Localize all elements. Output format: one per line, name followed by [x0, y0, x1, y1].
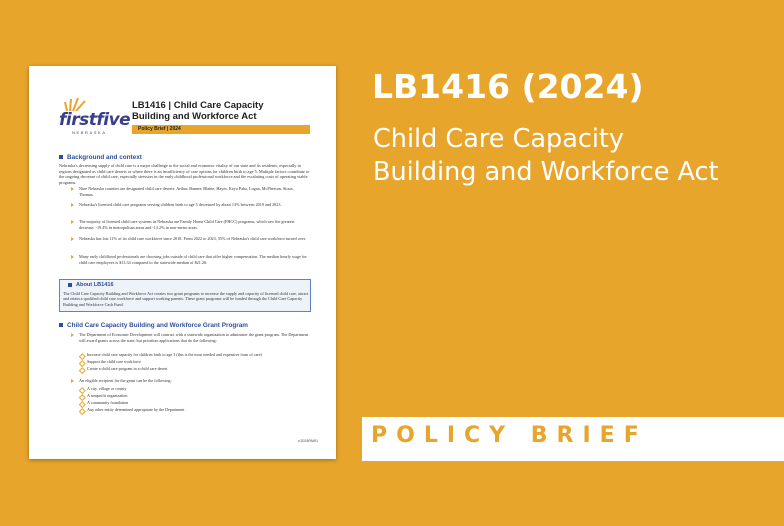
diamond-bullet-icon: [79, 394, 85, 400]
background-bullet: Nebraska's licensed child care programs serving children birth to age 5 decreased by about 13% between 2019 and 2023.: [79, 202, 309, 208]
eligible-item: Any other entity determined appropriate by the Department: [87, 407, 309, 412]
policy-brief-banner: [362, 417, 784, 461]
act-name-line2: Building and Workforce Act: [373, 156, 719, 187]
bill-title: LB1416 (2024): [372, 67, 644, 106]
grant-program-heading-text: Child Care Capacity Building and Workforce Grant Program: [67, 322, 248, 329]
grant-program-heading: [59, 322, 248, 329]
eligible-item: A nonprofit organization: [87, 393, 309, 398]
document-title-line2: Building and Workforce Act: [132, 111, 257, 122]
grant-bullet: The Department of Economic Development will contract with a statewide organization to administer the grant program. The Department will award grants across the state, but prioritize applications that do the following:: [79, 332, 309, 343]
bullet-arrow-icon: [71, 379, 74, 383]
eligible-item: A city, village or county: [87, 386, 309, 391]
grant-sub-item: Support the child care workforce: [87, 359, 309, 364]
about-text: The Child Care Capacity Building and Workforce Act creates two grant programs to increase the supply and capacity of licensed child care, attract and retain a qualified child care workforce and support working parents. These grant programs will be funded through the Child Care Capacity Building and Workforce Cash Fund.: [63, 291, 309, 307]
bullet-arrow-icon: [71, 220, 74, 224]
logo-wordmark: firstfive: [59, 110, 131, 130]
bullet-arrow-icon: [71, 187, 74, 191]
section-square-icon: [59, 155, 63, 159]
background-bullet: Nine Nebraska counties are designated child care deserts: Arthur, Banner, Blaine, Hayes, Keya Paha, Logan, McPherson, Sioux, Thomas.: [79, 186, 309, 197]
bullet-arrow-icon: [71, 237, 74, 241]
document-title-line1: LB1416 | Child Care Capacity: [132, 100, 264, 111]
bullet-arrow-icon: [71, 333, 74, 337]
policy-brief-document: [29, 66, 336, 459]
eligible-item: A community foundation: [87, 400, 309, 405]
diamond-bullet-icon: [79, 353, 85, 359]
bullet-arrow-icon: [71, 203, 74, 207]
background-bullet: Nebraska has lost 11% of its child care workforce since 2018. From 2022 to 2023, 35% of Nebraska's child care workforce turned over.: [79, 236, 309, 242]
diamond-bullet-icon: [79, 408, 85, 414]
background-heading-text: Background and context: [67, 154, 142, 161]
diamond-bullet-icon: [79, 401, 85, 407]
background-bullet: Many early childhood professionals are choosing jobs outside of child care that offer higher compensation. The median hourly wage for child care employees is $13.34 compared to the statewide median of $21.26.: [79, 254, 309, 265]
grant-sub-item: Increase child care capacity for children birth to age 3 (this is the most needed and expensive form of care): [87, 352, 309, 357]
grant-sub-item: Create a child care program in a child care desert: [87, 366, 309, 371]
background-heading: [59, 154, 142, 161]
about-lb1416-box: [59, 279, 311, 312]
logo-subtext: NEBRASKA: [72, 130, 107, 135]
grant-bullet: An eligible recipient for the grant can be the following:: [79, 378, 309, 384]
first-five-nebraska-logo: [59, 96, 131, 136]
about-heading: About LB1416: [68, 282, 114, 288]
policy-brief-bar: Policy Brief | 2024: [132, 125, 310, 134]
diamond-bullet-icon: [79, 367, 85, 373]
document-title: [132, 100, 317, 122]
section-square-icon: [59, 323, 63, 327]
background-bullet: The majority of licensed child care systems in Nebraska are Family Home Child Care (FHCC) programs, which saw the greatest decrease: -19.4% in metropolitan areas and -13.2% in non-metro areas.: [79, 219, 309, 230]
diamond-bullet-icon: [79, 360, 85, 366]
act-name: [373, 123, 719, 188]
bullet-arrow-icon: [71, 255, 74, 259]
document-version: v.2024RM01: [297, 439, 318, 443]
section-square-icon: [68, 283, 72, 287]
diamond-bullet-icon: [79, 387, 85, 393]
background-intro: Nebraska's decreasing supply of child care is a major challenge to the social and economic vitality of our state and its residents, especially in regions designated as child care deserts or where there is an insufficiency of care options for children birth to age 5. Multiple factors contribute to the ongoing decrease of child care, especially stressors in the early childhood professional workforce and the escalating costs of operating viable programs.: [59, 163, 310, 185]
policy-brief-label: POLICY BRIEF: [371, 423, 648, 448]
act-name-line1: Child Care Capacity: [373, 124, 625, 154]
